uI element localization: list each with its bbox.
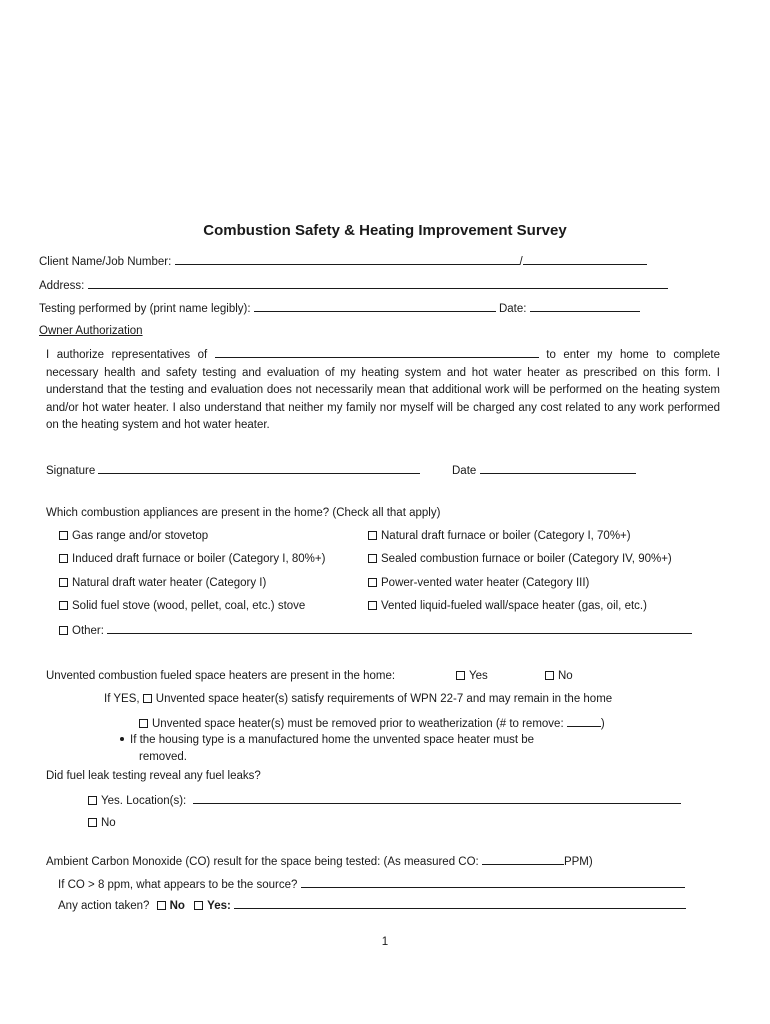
checkbox[interactable] [59, 554, 68, 563]
appliance-label: Solid fuel stove (wood, pellet, coal, etc.) stove [72, 600, 306, 612]
appliance-label: Gas range and/or stovetop [72, 530, 209, 542]
appliance-label: Vented liquid-fueled wall/space heater (gas, oil, etc.) [381, 600, 647, 612]
appliance-label: Natural draft furnace or boiler (Category I, 70%+) [381, 530, 631, 542]
unvented-remove-row [139, 715, 605, 731]
checkbox[interactable] [143, 694, 152, 703]
client-name-field[interactable] [175, 253, 520, 265]
page-title: Combustion Safety & Heating Improvement Survey [203, 222, 567, 239]
leak-location-field[interactable] [193, 792, 681, 804]
checkbox[interactable] [88, 796, 97, 805]
checkbox[interactable] [59, 531, 68, 540]
authorization-paragraph [46, 346, 720, 435]
manufactured-home-note [120, 733, 534, 747]
checkbox[interactable] [368, 578, 377, 587]
if-yes-label: If YES, [104, 693, 140, 705]
co-source-field[interactable] [301, 876, 685, 888]
checkbox[interactable] [368, 531, 377, 540]
action-yes-label: Yes: [207, 900, 231, 912]
appliance-option[interactable] [368, 552, 672, 566]
fuel-leak-question: Did fuel leak testing reveal any fuel leaks? [46, 770, 261, 782]
action-taken-label: Any action taken? [58, 900, 150, 912]
checkbox[interactable] [157, 901, 166, 910]
checkbox[interactable] [88, 818, 97, 827]
address-label: Address: [39, 280, 85, 292]
client-name-row [39, 253, 647, 269]
checkbox[interactable] [139, 719, 148, 728]
address-row [39, 277, 668, 293]
fuel-leak-yes-row [88, 792, 681, 808]
no-label: No [558, 670, 573, 682]
signature-date-field[interactable] [480, 462, 636, 474]
action-taken-row [58, 897, 686, 913]
testing-label: Testing performed by (print name legibly): [39, 303, 251, 315]
other-field[interactable] [107, 622, 692, 634]
checkbox[interactable] [59, 601, 68, 610]
signature-row [46, 462, 420, 478]
authorization-pre: I authorize representatives of [46, 349, 208, 361]
unvented-remove-label: Unvented space heater(s) must be removed prior to weatherization (# to remove: [152, 718, 564, 730]
signature-date-row [452, 462, 636, 478]
page-number: 1 [381, 936, 389, 948]
owner-authorization-heading: Owner Authorization [39, 325, 143, 337]
appliance-label: Induced draft furnace or boiler (Category I, 80%+) [72, 553, 326, 565]
unvented-question: Unvented combustion fueled space heaters are present in the home: [46, 670, 396, 682]
client-separator: / [519, 256, 523, 268]
testing-date-field[interactable] [530, 300, 640, 312]
unvented-no-option[interactable] [545, 669, 573, 683]
checkbox[interactable] [59, 578, 68, 587]
unvented-yes-option[interactable] [456, 669, 488, 683]
co-ppm-field[interactable] [482, 853, 564, 865]
ambient-co-row [46, 853, 593, 869]
authorization-text: to enter my home to complete necessary health and safety testing and evaluation of my heating system and hot water heater as prescribed on this form. I understand that the testing and evaluation does not necessarily mean that additional work will be performed on the heating system and/or hot water heater. I also understand that neither my family nor myself will be charged any cost related to any work performed on the heating system and hot water heater. [46, 349, 720, 431]
appliance-label: Natural draft water heater (Category I) [72, 577, 267, 589]
appliance-option[interactable] [368, 529, 631, 543]
checkbox[interactable] [368, 554, 377, 563]
client-name-label: Client Name/Job Number: [39, 256, 172, 268]
job-number-field[interactable] [523, 253, 647, 265]
fuel-leak-no-label: No [101, 817, 116, 829]
ambient-co-label: Ambient Carbon Monoxide (CO) result for the space being tested: (As measured CO: [46, 856, 479, 868]
appliance-option[interactable] [59, 576, 266, 590]
address-field[interactable] [88, 277, 668, 289]
checkbox[interactable] [456, 671, 465, 680]
appliance-option[interactable] [368, 576, 589, 590]
checkbox[interactable] [194, 901, 203, 910]
if-yes-row [104, 692, 612, 706]
appliance-option[interactable] [59, 552, 325, 566]
appliance-label: Power-vented water heater (Category III) [381, 577, 590, 589]
appliance-option[interactable] [59, 599, 305, 613]
testing-name-field[interactable] [254, 300, 496, 312]
signature-label: Signature [46, 465, 96, 477]
testing-date-label: Date: [498, 303, 527, 315]
unvented-remove-close: ) [600, 718, 605, 730]
checkbox[interactable] [368, 601, 377, 610]
appliance-other-row [59, 622, 692, 638]
checkbox[interactable] [59, 626, 68, 635]
co-source-label: If CO > 8 ppm, what appears to be the source? [58, 879, 298, 891]
fuel-leak-no-option[interactable] [88, 816, 116, 830]
signature-date-label: Date [452, 465, 477, 477]
bullet-icon [120, 737, 124, 741]
yes-label: Yes [469, 670, 488, 682]
representatives-field[interactable] [215, 346, 539, 358]
other-label: Other: [72, 625, 104, 637]
appliance-option[interactable] [59, 529, 208, 543]
testing-row [39, 300, 640, 316]
remove-count-field[interactable] [567, 715, 601, 727]
fuel-leak-yes-label: Yes. Location(s): [101, 795, 187, 807]
appliance-option[interactable] [368, 599, 647, 613]
co-source-row [58, 876, 685, 892]
appliance-label: Sealed combustion furnace or boiler (Category IV, 90%+) [381, 553, 672, 565]
manufactured-note-line2: removed. [139, 751, 187, 763]
signature-field[interactable] [98, 462, 420, 474]
action-no-label: No [169, 900, 185, 912]
action-taken-field[interactable] [234, 897, 686, 909]
manufactured-note-line1: If the housing type is a manufactured home the unvented space heater must be [130, 734, 535, 746]
checkbox[interactable] [545, 671, 554, 680]
ppm-label: PPM) [563, 856, 593, 868]
appliances-question: Which combustion appliances are present in the home? (Check all that apply) [46, 507, 441, 519]
unvented-remain-label: Unvented space heater(s) satisfy requirements of WPN 22-7 and may remain in the home [155, 693, 613, 705]
